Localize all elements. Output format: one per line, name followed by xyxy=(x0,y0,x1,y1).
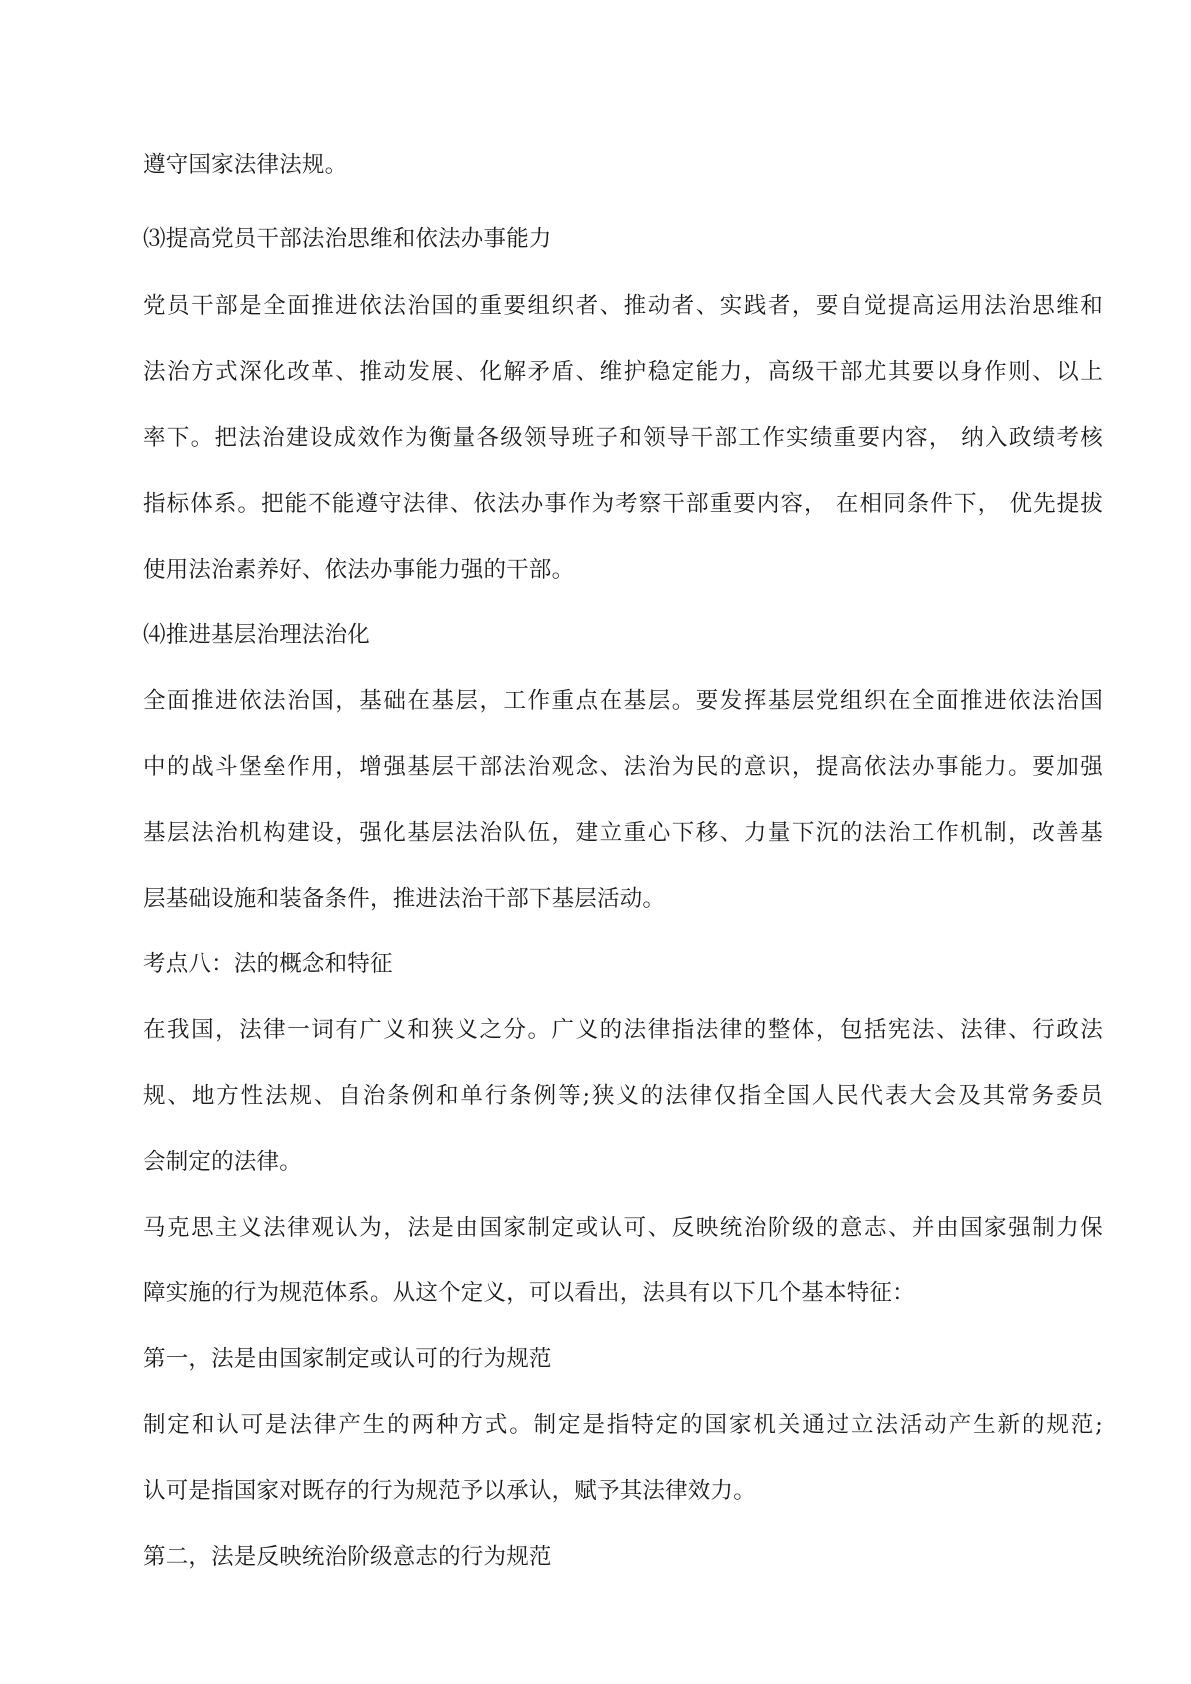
text-line: 在我国，法律一词有广义和狭义之分。广义的法律指法律的整体，包括宪法、法律、行政法 xyxy=(143,1017,1103,1043)
text-line: 马克思主义法律观认为，法是由国家制定或认可、反映统治阶级的意志、并由国家强制力保 xyxy=(143,1215,1103,1241)
text-line: 率下。把法治建设成效作为衡量各级领导班子和领导干部工作实绩重要内容， 纳入政绩考核 xyxy=(143,425,1103,451)
section-heading: 第二，法是反映统治阶级意志的行为规范 xyxy=(143,1544,552,1570)
text-line: 认可是指国家对既存的行为规范予以承认，赋予其法律效力。 xyxy=(143,1478,756,1504)
text-line: 法治方式深化改革、推动发展、化解矛盾、维护稳定能力，高级干部尤其要以身作则、以上 xyxy=(143,359,1103,385)
section-heading: ⑷推进基层治理法治化 xyxy=(143,622,371,648)
section-heading: 第一，法是由国家制定或认可的行为规范 xyxy=(143,1346,552,1372)
text-line: 制定和认可是法律产生的两种方式。制定是指特定的国家机关通过立法活动产生新的规范; xyxy=(143,1412,1103,1438)
text-line: 遵守国家法律法规。 xyxy=(143,152,348,178)
section-heading: ⑶提高党员干部法治思维和依法办事能力 xyxy=(143,226,552,252)
text-line: 层基础设施和装备条件，推进法治干部下基层活动。 xyxy=(143,886,666,912)
text-line: 党员干部是全面推进依法治国的重要组织者、推动者、实践者，要自觉提高运用法治思维和 xyxy=(143,293,1103,319)
text-line: 全面推进依法治国，基础在基层，工作重点在基层。要发挥基层党组织在全面推进依法治国 xyxy=(143,688,1103,714)
text-line: 障实施的行为规范体系。从这个定义，可以看出，法具有以下几个基本特征： xyxy=(143,1280,915,1306)
text-line: 会制定的法律。 xyxy=(143,1149,302,1175)
text-line: 中的战斗堡垒作用，增强基层干部法治观念、法治为民的意识，提高依法办事能力。要加强 xyxy=(143,754,1103,780)
text-line: 使用法治素养好、依法办事能力强的干部。 xyxy=(143,557,575,583)
text-line: 规、地方性法规、自治条例和单行条例等;狭义的法律仅指全国人民代表大会及其常务委员 xyxy=(143,1083,1103,1109)
section-heading: 考点八：法的概念和特征 xyxy=(143,951,393,977)
text-line: 基层法治机构建设，强化基层法治队伍，建立重心下移、力量下沉的法治工作机制，改善基 xyxy=(143,820,1103,846)
text-line: 指标体系。把能不能遵守法律、依法办事作为考察干部重要内容， 在相同条件下， 优先提拔 xyxy=(143,491,1103,517)
